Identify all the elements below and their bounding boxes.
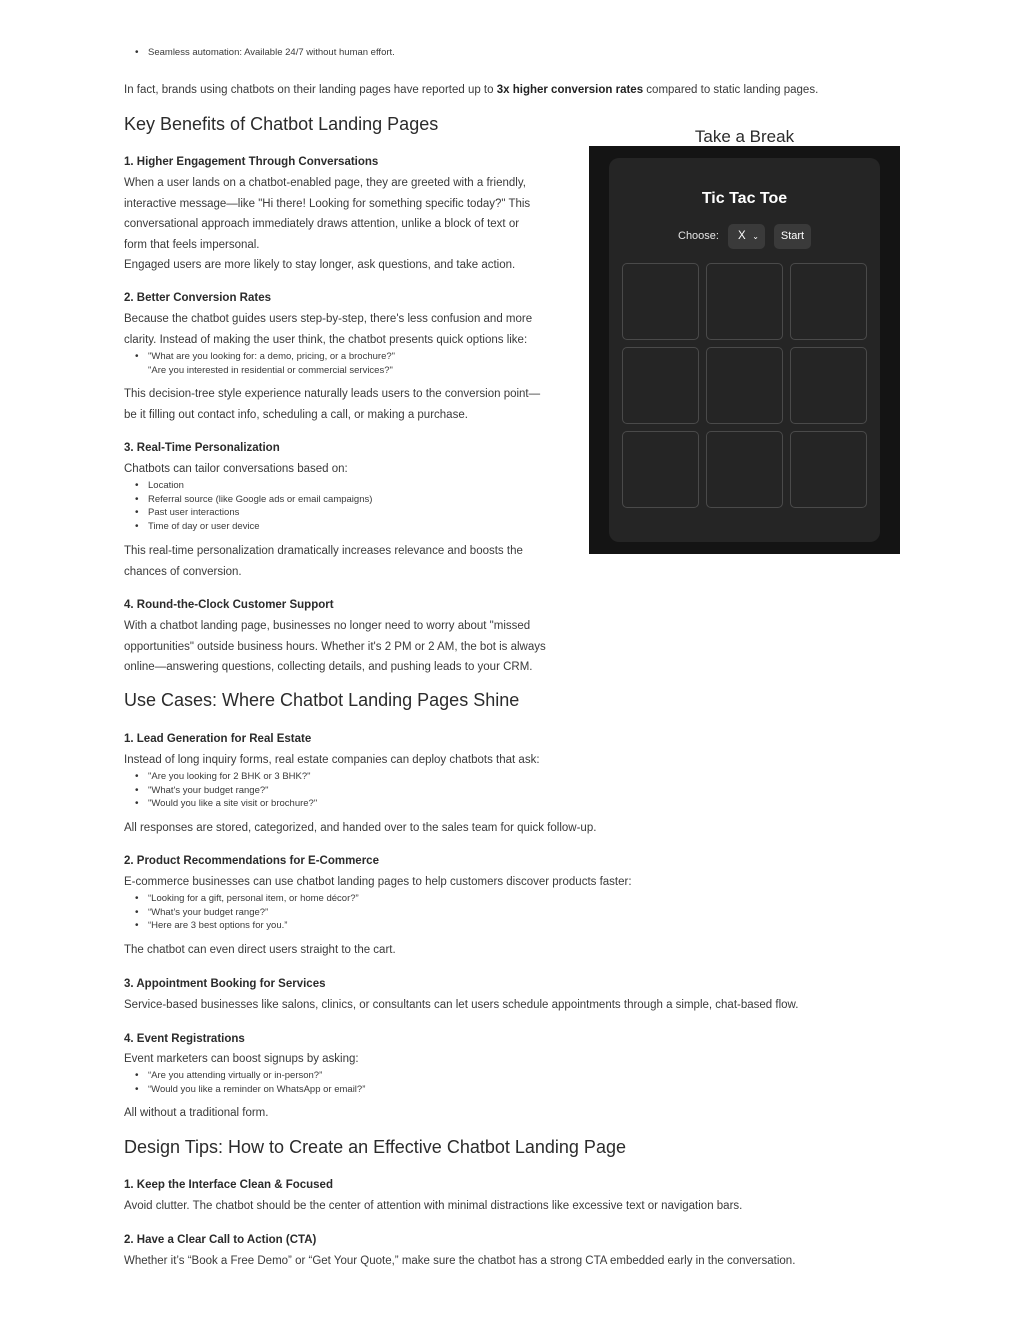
usecase-1-list bbox=[124, 770, 724, 811]
list-item: • "What's your budget range?" bbox=[148, 784, 724, 798]
benefits-heading: Key Benefits of Chatbot Landing Pages bbox=[124, 114, 439, 134]
list-item: • “What’s your budget range?” bbox=[148, 906, 724, 920]
design-2-body: Whether it’s “Book a Free Demo” or “Get Your Quote,” make sure the chatbot has a strong CTA embedded early in the conversation. bbox=[124, 1255, 796, 1267]
benefit-3-list bbox=[124, 479, 574, 533]
list-item: • "Are you looking for 2 BHK or 3 BHK?" bbox=[148, 770, 724, 784]
text-line: Engaged users are more likely to stay longer, ask questions, and take action. bbox=[124, 259, 516, 271]
text-line: opportunities" outside business hours. Whether it's 2 PM or 2 AM, the bot is always bbox=[124, 640, 546, 653]
usecase-4-closing: All without a traditional form. bbox=[124, 1107, 269, 1119]
list-item: • “Here are 3 best options for you.” bbox=[148, 919, 724, 933]
usecase-2-closing: The chatbot can even direct users straight to the cart. bbox=[124, 944, 396, 956]
text-line: With a chatbot landing page, businesses no longer need to worry about "missed bbox=[124, 620, 531, 632]
benefit-4-title: 4. Round-the-Clock Customer Support bbox=[124, 599, 334, 611]
usecase-4-title: 4. Event Registrations bbox=[124, 1033, 245, 1045]
game-section-title: Take a Break bbox=[694, 127, 795, 146]
board-cell[interactable] bbox=[790, 347, 867, 424]
list-item: • "Would you like a site visit or brochure?" bbox=[148, 797, 724, 811]
text-line: interactive message—like "Hi there! Looking for something specific today?" This bbox=[124, 197, 531, 210]
list-item: • Seamless automation: Available 24/7 without human effort. bbox=[148, 46, 724, 60]
usecase-1-title: 1. Lead Generation for Real Estate bbox=[124, 733, 312, 745]
text-line: chances of conversion. bbox=[124, 565, 242, 578]
board-cell[interactable] bbox=[622, 431, 699, 508]
list-item: "Are you interested in residential or commercial services?" bbox=[148, 364, 393, 376]
benefit-2-title: 2. Better Conversion Rates bbox=[124, 292, 271, 304]
start-button[interactable]: Start bbox=[774, 224, 811, 249]
benefit-1-body bbox=[124, 173, 574, 276]
usecase-4-list bbox=[124, 1069, 724, 1096]
design-2-title: 2. Have a Clear Call to Action (CTA) bbox=[124, 1234, 317, 1246]
text-line: form that feels impersonal. bbox=[124, 238, 260, 251]
list-item: • Referral source (like Google ads or email campaigns) bbox=[148, 493, 574, 507]
benefit-4-body bbox=[124, 616, 574, 678]
text-line: Because the chatbot guides users step-by-step, there's less confusion and more bbox=[124, 313, 533, 325]
text-line: This real-time personalization dramatically increases relevance and boosts the bbox=[124, 545, 523, 557]
text-line: conversational approach immediately draws attention, unlike a block of text or bbox=[124, 218, 520, 230]
fact-text-end: compared to static landing pages. bbox=[643, 84, 819, 96]
board-cell[interactable] bbox=[706, 431, 783, 508]
benefit-2-closing bbox=[124, 384, 574, 425]
design-1-title: 1. Keep the Interface Clean & Focused bbox=[124, 1179, 333, 1191]
board-cell[interactable] bbox=[622, 263, 699, 340]
text-line: When a user lands on a chatbot-enabled page, they are greeted with a friendly, bbox=[124, 177, 526, 189]
text-line: This decision-tree style experience naturally leads users to the conversion point— bbox=[124, 388, 541, 400]
list-item: • Past user interactions bbox=[148, 506, 574, 520]
usecase-3-body: Service-based businesses like salons, clinics, or consultants can let users schedule appointments through a simple, chat-based flow. bbox=[124, 999, 799, 1011]
fact-highlight: 3x higher conversion rates bbox=[496, 84, 644, 96]
benefit-1-title: 1. Higher Engagement Through Conversations bbox=[124, 156, 379, 168]
benefit-3-title: 3. Real-Time Personalization bbox=[124, 442, 280, 454]
intro-fact bbox=[124, 80, 904, 101]
benefit-2-body bbox=[124, 309, 574, 350]
list-item: • Location bbox=[148, 479, 574, 493]
usecase-3-title: 3. Appointment Booking for Services bbox=[124, 978, 326, 990]
board-cell[interactable] bbox=[706, 347, 783, 424]
chevron-down-icon: ⌄ bbox=[752, 232, 759, 241]
text-line: online—answering questions, collecting details, and pushing leads to your CRM. bbox=[124, 661, 533, 673]
design-1-body: Avoid clutter. The chatbot should be the center of attention with minimal distractions like excessive text or navigation bars. bbox=[124, 1200, 743, 1212]
usecase-1-closing: All responses are stored, categorized, and handed over to the sales team for quick follow-up. bbox=[124, 822, 597, 834]
symbol-select[interactable] bbox=[728, 224, 765, 249]
usecase-2-intro: E-commerce businesses can use chatbot landing pages to help customers discover products faster: bbox=[124, 876, 632, 888]
game-title: Tic Tac Toe bbox=[701, 190, 788, 207]
board-cell[interactable] bbox=[622, 347, 699, 424]
choose-row bbox=[609, 224, 880, 249]
text-line: clarity. Instead of making the user think, the chatbot presents quick options like: bbox=[124, 333, 528, 346]
list-item: • “Would you like a reminder on WhatsApp or email?” bbox=[148, 1083, 724, 1097]
game-board bbox=[622, 263, 867, 508]
selected-symbol: X bbox=[738, 230, 746, 242]
usecase-4-intro: Event marketers can boost signups by asking: bbox=[124, 1053, 359, 1065]
fact-text-start: In fact, brands using chatbots on their landing pages have reported up to bbox=[124, 84, 497, 96]
benefit-3-closing bbox=[124, 541, 574, 582]
list-item: • “Looking for a gift, personal item, or home décor?” bbox=[148, 892, 724, 906]
design-heading: Design Tips: How to Create an Effective Chatbot Landing Page bbox=[124, 1137, 626, 1157]
benefit-3-intro: Chatbots can tailor conversations based on: bbox=[124, 463, 348, 475]
list-item: • “Are you attending virtually or in-person?” bbox=[148, 1069, 724, 1083]
board-cell[interactable] bbox=[706, 263, 783, 340]
text-line: be it filling out contact info, scheduling a call, or making a purchase. bbox=[124, 408, 468, 421]
usecase-2-list bbox=[124, 892, 724, 933]
intro-list bbox=[124, 46, 724, 60]
benefit-2-options bbox=[124, 350, 574, 377]
list-item: • Time of day or user device bbox=[148, 520, 574, 534]
tic-tac-toe-card bbox=[609, 158, 880, 542]
choose-label: Choose: bbox=[678, 230, 719, 242]
usecase-1-intro: Instead of long inquiry forms, real estate companies can deploy chatbots that ask: bbox=[124, 754, 540, 766]
board-cell[interactable] bbox=[790, 431, 867, 508]
usecases-heading: Use Cases: Where Chatbot Landing Pages Shine bbox=[124, 690, 520, 710]
list-item: • "What are you looking for: a demo, pricing, or a brochure?" bbox=[148, 350, 574, 364]
usecase-2-title: 2. Product Recommendations for E-Commerce bbox=[124, 855, 379, 867]
board-cell[interactable] bbox=[790, 263, 867, 340]
